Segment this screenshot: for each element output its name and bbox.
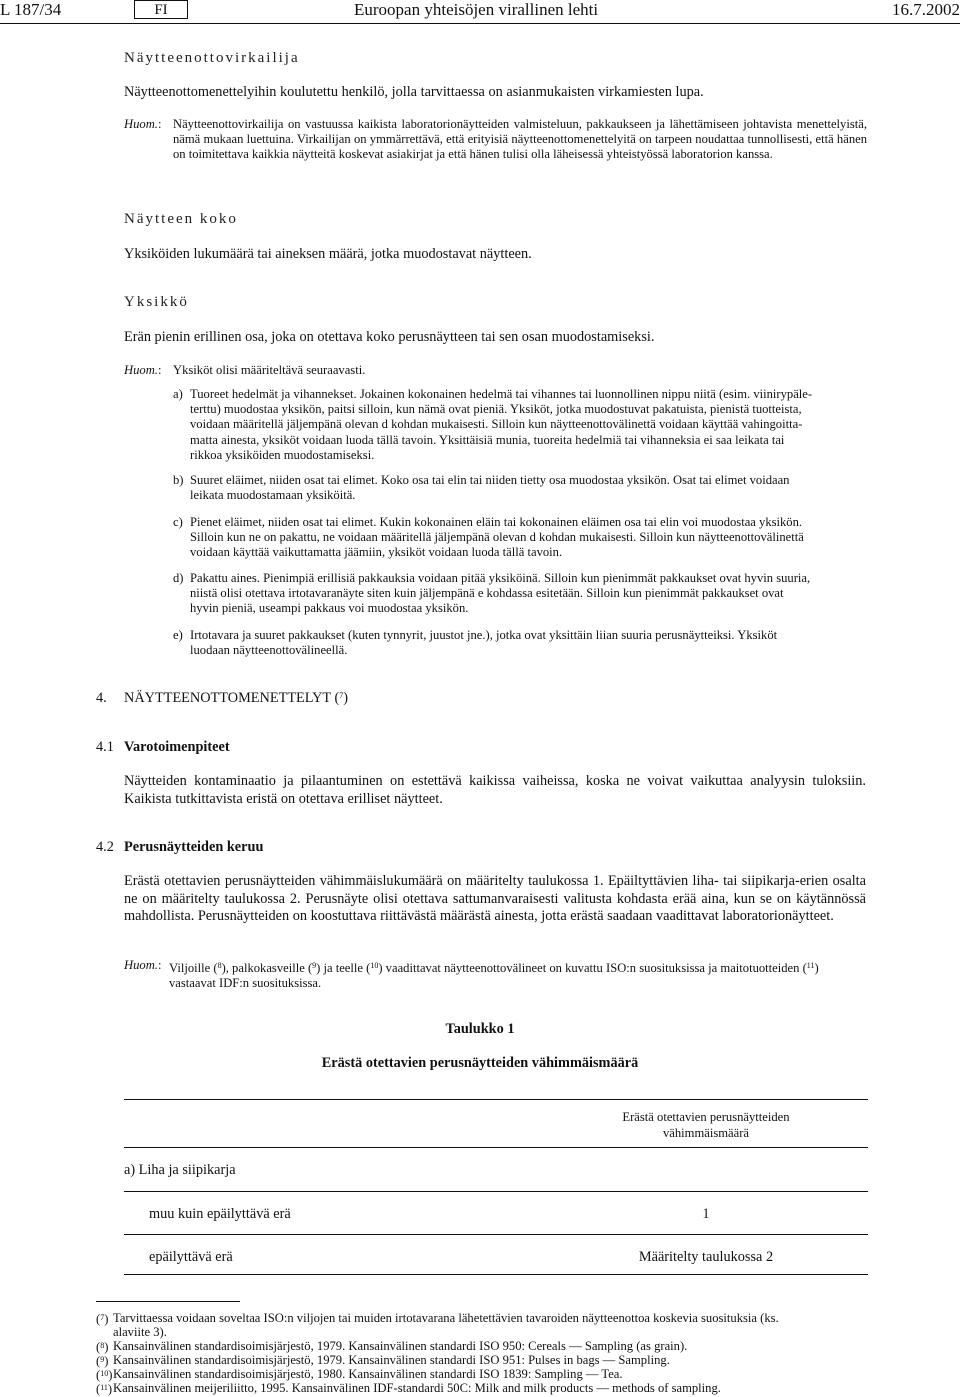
issue-date: 16.7.2002: [892, 0, 960, 19]
footnote-ref: 8: [217, 961, 222, 970]
table-row-label: epäilyttävä erä: [149, 1249, 233, 1265]
footnote-text: Kansainvälinen standardisoimisjärjestö, 1980. Kansainvälinen standardi ISO 1839: Sampling — Tea.: [113, 1367, 623, 1381]
list-item-label: c): [173, 515, 183, 529]
list-item: [173, 628, 867, 662]
list-item-line: Suuret eläimet, niiden osat tai elimet. Koko osa tai elin tai niiden tietty osa muodostaa yksikön. Osat tai elimet voidaan: [190, 473, 790, 487]
footnote-text: Kansainvälinen standardisoimisjärjestö, 1979. Kansainvälinen standardi ISO 950: Cereals — Sampling (as grain).: [113, 1339, 688, 1353]
table-row-value: Määritelty taulukossa 2: [638, 1249, 774, 1265]
footnote-ref: 11: [806, 961, 815, 970]
list-item: [173, 571, 867, 621]
footnote: [96, 1353, 886, 1367]
list-item-text: [190, 628, 866, 658]
list-item-line: voidaan määritellä jäljempänä olevan d kohdan mukaisesti. Silloin kun näytteenottovälinettä voidaan käyttää vahingoitta-: [190, 417, 803, 432]
list-item-line: matta ainesta, yksiköt voidaan luoda tällä tavoin. Yksittäisiä munia, tuoreita hedelmiä tai vihanneksia ei saa leikata tai: [190, 432, 785, 447]
term-unit: Yksikkö: [124, 294, 189, 310]
list-item-label: d): [173, 571, 184, 585]
note-label: Huom.:: [124, 117, 162, 131]
list-item-line: terttu) muodostaa yksikön, paitsi silloin, kun nämä ovat pieniä. Yksiköt, jotka muodostuvat pakatuista, pienistä tuotteista,: [190, 402, 802, 417]
journal-title: Euroopan yhteisöjen virallinen lehti: [354, 0, 599, 19]
column-header-line: vähimmäismäärä: [662, 1126, 750, 1140]
list-item-line: voidaan käyttää vaikuttamatta jäämiin, yksiköt voidaan luoda tällä tavoin.: [190, 545, 563, 560]
list-item: [173, 473, 867, 507]
table-rule-top: [124, 1099, 868, 1100]
footnote: [96, 1367, 886, 1381]
table-rule: [124, 1191, 868, 1192]
footnote-number: ($^8$): [96, 1340, 109, 1354]
list-item-text: [190, 571, 866, 617]
section-number: 4.2: [96, 839, 114, 855]
section-heading-4: [124, 690, 348, 707]
footnote-text: [113, 1311, 869, 1339]
list-item: [173, 515, 867, 565]
section-title-close: ): [343, 690, 348, 706]
list-item-line: hyvin pieniä, useampi pakkaus voi muodostaa yksikön.: [190, 601, 469, 616]
footnote-ref: 7: [339, 691, 344, 700]
definition-unit: Erän pienin erillinen osa, joka on otettava koko perusnäytteen tai sen osan muodostamiseksi.: [124, 329, 655, 345]
list-item-label: e): [173, 628, 183, 642]
list-item-text: [190, 473, 866, 503]
section-text: Erästä otettavien perusnäytteiden vähimmäislukumäärä on määritelty taulukossa 1. Epäiltyttävien liha- tai siipikarja-erien osalta ne on määritelty taulukossa 2. Perusnäyte olisi otettava sattumanvaraisesti valitusta kohdasta erää aina, kun se on käytännössä mahdollista. Perusnäytteiden on koostuttava riittävästä määrästä ainesta, jotta erästä saadaan vaadittavat laboratorionäytteet.: [124, 873, 866, 924]
footnote-text: Kansainvälinen meijeriliitto, 1995. Kansainvälinen IDF-standardi 50C: Milk and milk products — methods of sampling.: [113, 1381, 721, 1395]
section-number: 4.1: [96, 739, 114, 755]
footnote-line: Tarvittaessa voidaan soveltaa ISO:n viljojen tai muiden irtotavarana lähetettävien tavaroiden näytteenottoa koskevia suosituksia (ks.: [113, 1311, 779, 1325]
footnote-number: ($^{11}$): [96, 1382, 113, 1396]
footnote-number: ($^7$): [96, 1312, 109, 1326]
list-item-line: Pienet eläimet, niiden osat tai elimet. Kukin kokonainen eläin tai kokonainen eläimen osa tai elin voi muodostaa yksikön.: [190, 515, 803, 529]
note-section-42: [169, 958, 869, 991]
list-item-line: niistä olisi otettava irtotavaranäyte siten kuin jäljempänä e kohdassa esitetään. Silloin kun pienimmät pakkaukset ovat: [190, 586, 784, 601]
list-item-line: Irtotavara ja suuret pakkaukset (kuten tynnyrit, juustot jne.), jotka ovat yksittäin liian suuria perusnäytteiksi. Yksiköt: [190, 628, 778, 642]
footnote-number: ($^{10}$): [96, 1368, 113, 1382]
footnote: [96, 1381, 886, 1395]
list-item-label: b): [173, 473, 184, 487]
list-item-label: a): [173, 387, 183, 401]
section-title: Perusnäytteiden keruu: [124, 839, 264, 855]
term-sample-size: Näytteen koko: [124, 211, 238, 227]
section-number: 4.: [96, 690, 107, 706]
table-row-label: muu kuin epäilyttävä erä: [149, 1206, 291, 1222]
list-item: [173, 387, 867, 467]
footnote-line: alaviite 3).: [113, 1325, 167, 1339]
list-item-line: leikata muodostamaan yksiköitä.: [190, 488, 356, 503]
list-item-line: rikkoa yksiköiden muodostamiseksi.: [190, 447, 375, 462]
list-item-line: luodaan näytteenottovälineellä.: [190, 643, 348, 658]
footnote-text: Kansainvälinen standardisoimisjärjestö, 1979. Kansainvälinen standardi ISO 951: Pulses in bags — Sampling.: [113, 1353, 670, 1367]
note-label: Huom.:: [124, 958, 162, 972]
note-unit: Yksiköt olisi määriteltävä seuraavasti.: [173, 363, 366, 377]
page-header: [0, 0, 960, 22]
definition-sample-size: Yksiköiden lukumäärä tai aineksen määrä, jotka muodostavat näytteen.: [124, 246, 532, 262]
list-item-text: [190, 387, 866, 463]
footnote-ref: 9: [312, 961, 317, 970]
definition-sampler: Näytteenottomenettelyihin koulutettu henkilö, jolla tarvittaessa on asianmukaisten virkamiesten lupa.: [124, 84, 704, 100]
column-header-line: Erästä otettavien perusnäytteiden: [622, 1110, 790, 1124]
table-title: Erästä otettavien perusnäytteiden vähimmäismäärä: [321, 1055, 639, 1071]
footnote: [96, 1311, 886, 1339]
table-column-header: [586, 1109, 826, 1141]
table-rule-bottom: [124, 1274, 868, 1275]
list-item-text: [190, 515, 866, 561]
table-caption: Taulukko 1: [445, 1021, 515, 1037]
section-title: Varotoimenpiteet: [124, 739, 230, 755]
footnote-ref: 10: [370, 961, 379, 970]
section-title: NÄYTTEENOTTOMENETTELYT (: [124, 690, 340, 706]
table-rule: [124, 1234, 868, 1235]
footnote: [96, 1339, 886, 1353]
list-item-line: Tuoreet hedelmät ja vihannekset. Jokainen kokonainen hedelmä tai vihannes tai luonnollinen nippu niitä (esim. viinirypäle-: [190, 387, 813, 401]
table-row-value: 1: [702, 1206, 710, 1222]
footnote-number: ($^9$): [96, 1354, 109, 1368]
section-text: Näytteiden kontaminaatio ja pilaantuminen on estettävä kaikissa vaiheissa, koska ne voivat vaikuttaa analyysin tuloksiin. Kaikista tutkittavista eristä on otettava erilliset näytteet.: [124, 773, 866, 807]
page-number: L 187/34: [0, 0, 62, 19]
header-rule: [0, 23, 960, 24]
list-item-line: Pakattu aines. Pienimpiä erillisiä pakkauksia voidaan pitää yksiköinä. Silloin kun pienimmät pakkaukset ovat hyvin suuria,: [190, 571, 811, 585]
table-group-label: a) Liha ja siipikarja: [124, 1162, 236, 1178]
note-line: vastaavat IDF:n suosituksissa.: [169, 976, 322, 991]
note-label: Huom.:: [124, 363, 162, 377]
note-sampler: Näytteenottovirkailija on vastuussa kaikista laboratorionäytteiden valmisteluun, pakkaukseen ja lähettämiseen johtavista menettelyistä, nämä mukaan luettuina. Virkailijan on ymmärrettävä, että erityisiä näytteenottomenettelyitä on tarpeen noudattaa tunnollisesti, että hänen on toimitettava kaikkia näytteitä koskevat asiakirjat ja että hänen tulisi olla läheisessä yhteistyössä laboratorion kanssa.: [173, 117, 867, 162]
language-code: FI: [134, 0, 188, 19]
list-item-line: Silloin kun ne on pakattu, ne voidaan määritellä jäljempänä olevan d kohdan mukaisesti. Silloin kun näytteenottovälinettä: [190, 530, 804, 545]
table-rule: [124, 1147, 868, 1148]
footnote-rule: [96, 1301, 240, 1302]
term-sampler: Näytteenottovirkailija: [124, 50, 300, 66]
note-line: Viljoille ($^8$), palkokasveille ($^9$) ja teelle ($^{10}$) vaadittavat näytteenottovälineet on kuvattu ISO:n suosituksissa ja maitotuotteiden ($^{11}$): [169, 961, 819, 975]
